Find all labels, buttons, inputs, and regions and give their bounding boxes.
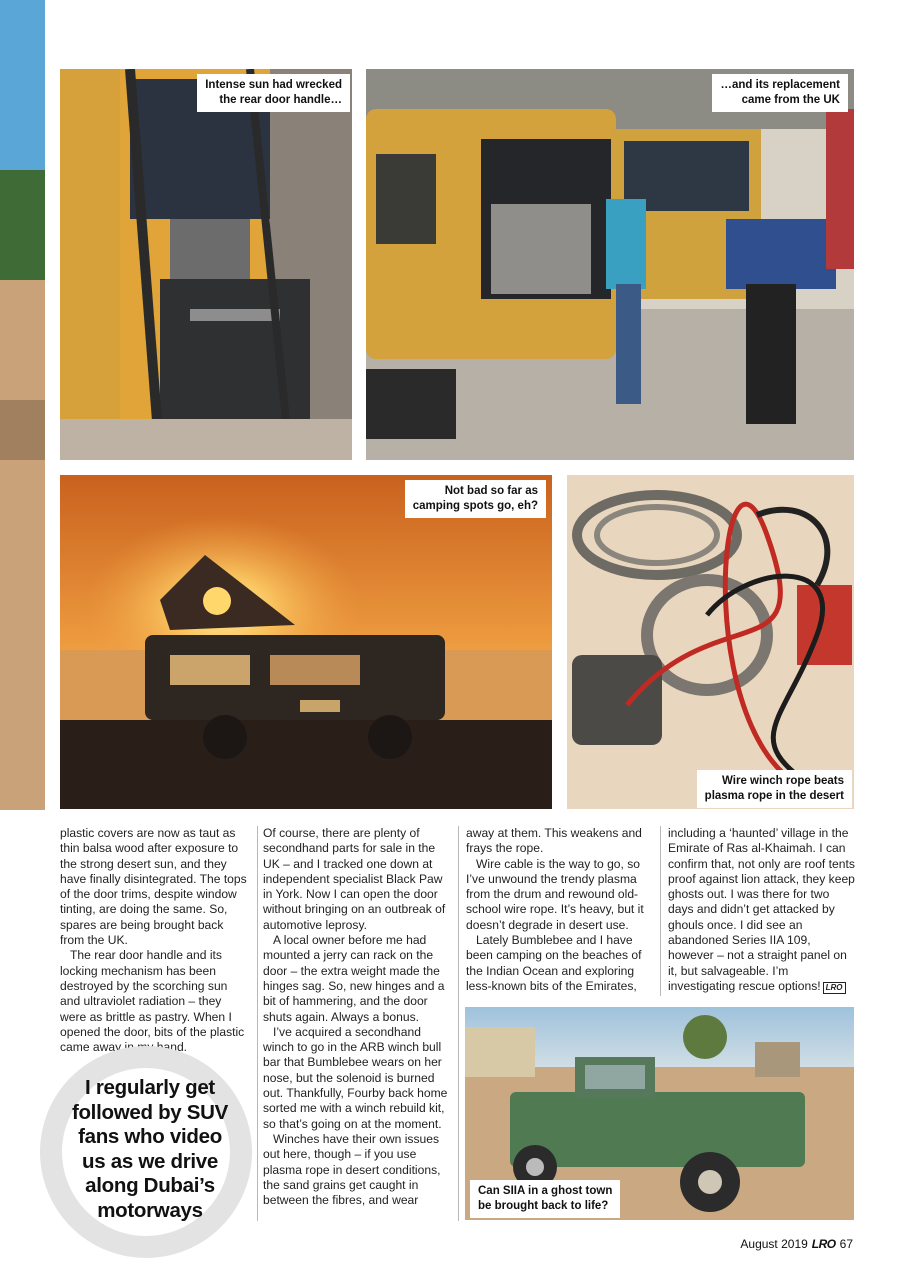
paragraph: away at them. This weakens and frays the rope. xyxy=(466,826,642,856)
caption-winch: Wire winch rope beats plasma rope in the desert xyxy=(697,770,852,808)
text-column-2 xyxy=(263,826,451,1208)
text-column-3 xyxy=(466,826,654,994)
text-column-1 xyxy=(60,826,248,1055)
text-column-4 xyxy=(668,826,856,994)
column-divider xyxy=(257,826,258,1221)
issue-date: August 2019 xyxy=(740,1237,808,1251)
rear-door-photo xyxy=(60,69,352,460)
column-divider xyxy=(660,826,661,996)
caption-replacement: …and its replacement came from the UK xyxy=(712,74,848,112)
end-mark-logo: LRO xyxy=(823,982,846,994)
page-number: 67 xyxy=(839,1237,853,1251)
paragraph: plastic covers are now as taut as thin balsa wood after exposure to the strong desert sun, and they have finally disintegrated. The tops of the door trims, despite window tinting, are doing the same. So, spares are being brought back from the UK. xyxy=(60,826,247,948)
paragraph: Wire cable is the way to go, so I’ve unwound the trendy plasma from the drum and rewound old-school wire rope. It’s heavy, but it doesn’t degrade in desert use. xyxy=(466,856,644,932)
paragraph: A local owner before me had mounted a jerry can rack on the door – the extra weight made the hinges sag. So, new hinges and a bit of hammering, and the door shuts again. Always a bonus. xyxy=(263,933,445,1024)
paragraph: Lately Bumblebee and I have been camping on the beaches of the Indian Ocean and exploring less-known bits of the Emirates, xyxy=(466,933,642,993)
pull-quote: I regularly get followed by SUV fans who video us as we drive along Dubai’s motorways xyxy=(71,1076,229,1222)
winch-rope-photo xyxy=(567,475,854,809)
caption-door-handle: Intense sun had wrecked the rear door handle… xyxy=(197,74,350,112)
paragraph-text: including a ‘haunted’ village in the Emirate of Ras al-Khaimah. I can confirm that, not only are roof tents proof against lion attack, they keep ghosts out. I was there for two days and didn’t get attacked by ghouls once. I did see an abandoned Series IIA 109, however – not a straight panel on it, but salvageable. I’m investigating rescue options! xyxy=(668,826,855,993)
paragraph: I’ve acquired a secondhand winch to go in the ARB winch bull bar that Bumblebee wears on her nose, but the solenoid is burned out. Thankfully, Fourby back home sorted me with a winch rebuild kit, so that’s going on at the moment. xyxy=(263,1024,448,1131)
paragraph: The rear door handle and its locking mechanism has been destroyed by the scorching sun and ultraviolet radiation – they were as brittle as pastry. When I opened the door, bits of the plastic came away in my hand. xyxy=(60,948,245,1055)
sunset-camping-photo xyxy=(60,475,552,809)
paragraph xyxy=(668,826,856,994)
edge-strip-photo xyxy=(0,0,45,810)
paragraph: Of course, there are plenty of secondhand parts for sale in the UK – and I tracked one down at independent specialist Black Paw in York. Now I can open the door without bringing on an outbreak of automotive leprosy. xyxy=(263,826,446,932)
workshop-photo xyxy=(366,69,854,460)
magazine-logo: LRO xyxy=(811,1237,836,1251)
caption-camping: Not bad so far as camping spots go, eh? xyxy=(405,480,546,518)
caption-siia: Can SIIA in a ghost town be brought back to life? xyxy=(470,1180,620,1218)
paragraph: Winches have their own issues out here, though – if you use plasma rope in desert conditions, the sand grains get caught in between the fibres, and wear xyxy=(263,1131,441,1208)
page-footer xyxy=(740,1237,853,1251)
column-divider xyxy=(458,826,459,1221)
